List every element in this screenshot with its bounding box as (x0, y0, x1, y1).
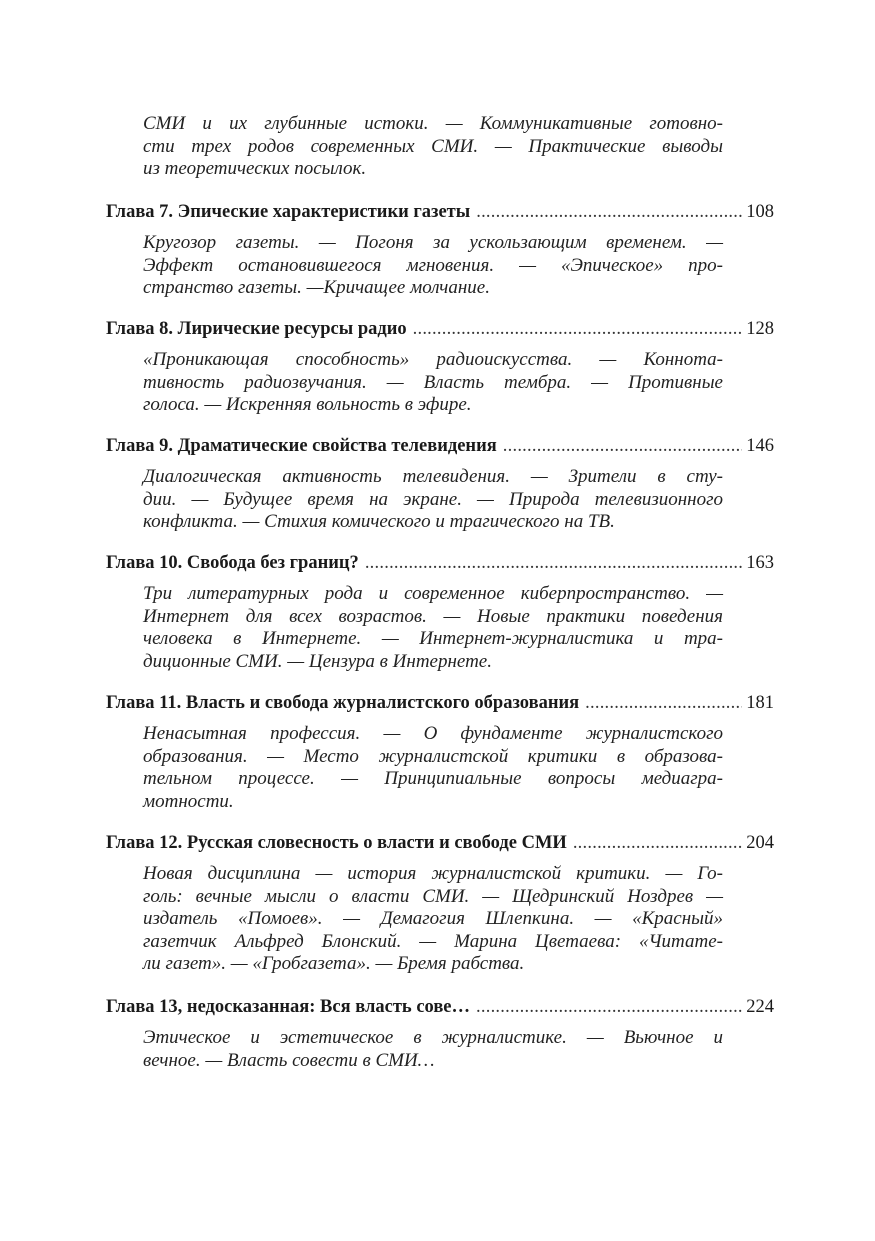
summary-line: голь: вечные мысли о власти СМИ. — Щедринский Ноздрев — (143, 885, 723, 907)
toc-entry-chapter-10 (106, 551, 774, 673)
dot-leader (573, 831, 742, 855)
summary-line: странство газеты. —Кричащее молчание. (143, 277, 490, 298)
chapter-title: Глава 13, недосказанная: Вся власть сове… (106, 997, 471, 1017)
page-number: 204 (746, 833, 774, 853)
summary-line: Новая дисциплина — история журналистской критики. — Го- (143, 863, 723, 884)
page-number: 181 (746, 693, 774, 713)
chapter-title: Глава 10. Свобода без границ? (106, 553, 359, 573)
toc-entry-chapter-7 (106, 200, 774, 300)
summary-line: «Проникающая способность» радиоискусства. — Коннота- (143, 349, 723, 370)
page-number: 146 (746, 436, 774, 456)
summary-line: образования. — Место журналистской критики в образова- (143, 745, 723, 767)
toc-entry-chapter-12 (106, 831, 774, 976)
summary-line: ли газет». — «Гробгазета». — Бремя рабства. (143, 953, 525, 974)
chapter-summary (143, 349, 723, 417)
summary-line: Этическое и эстетическое в журналистике. — Вьючное и (143, 1027, 723, 1048)
summary-line: Диалогическая активность телевидения. — Зрители в сту- (143, 466, 723, 487)
page-number: 224 (746, 997, 774, 1017)
chapter-heading[interactable] (106, 551, 774, 575)
summary-line: конфликта. — Стихия комического и трагического на ТВ. (143, 511, 615, 532)
chapter-title: Глава 7. Эпические характеристики газеты (106, 202, 471, 222)
toc-entry-chapter-13 (106, 995, 774, 1072)
page-number: 163 (746, 553, 774, 573)
summary-line: Три литературных рода и современное киберпространство. — (143, 583, 723, 604)
chapter-heading[interactable] (106, 995, 774, 1019)
dot-leader (365, 551, 742, 575)
toc-entry-chapter-11 (106, 691, 774, 813)
chapter-summary (143, 466, 723, 534)
page-number: 128 (746, 319, 774, 339)
page-number: 108 (746, 202, 774, 222)
summary-line: вечное. — Власть совести в СМИ… (143, 1049, 435, 1071)
chapter-heading[interactable] (106, 317, 774, 341)
chapter-summary (143, 723, 723, 813)
chapter-summary (143, 232, 723, 300)
dot-leader (476, 995, 742, 1019)
dot-leader (413, 317, 743, 341)
chapter-title: Глава 12. Русская словесность о власти и свободе СМИ (106, 833, 567, 853)
summary-line: Ненасытная профессия. — О фундаменте журналистского (143, 723, 723, 744)
summary-line: Интернет для всех возрастов. — Новые практики поведения (143, 605, 723, 627)
toc-entry-chapter-8 (106, 317, 774, 417)
chapter-heading[interactable] (106, 434, 774, 458)
summary-line: из теоретических посылок. (143, 158, 367, 179)
summary-line: издатель «Помоев». — Демагогия Шлепкина. — «Красный» (143, 908, 723, 929)
chapter-summary (143, 583, 723, 673)
continued-chapter-summary (143, 113, 723, 181)
chapter-title: Глава 8. Лирические ресурсы радио (106, 319, 407, 339)
chapter-title: Глава 9. Драматические свойства телевидения (106, 436, 497, 456)
summary-line: Эффект остановившегося мгновения. — «Эпическое» про- (143, 254, 723, 276)
summary-line: диционные СМИ. — Цензура в Интернете. (143, 650, 492, 672)
dot-leader (585, 691, 742, 715)
summary-line: газетчик Альфред Блонский. — Марина Цветаева: «Читате- (143, 930, 723, 952)
summary-line: тельном процессе. — Принципиальные вопросы медиагра- (143, 768, 723, 789)
summary-line: голоса. — Искренняя вольность в эфире. (143, 394, 472, 415)
summary-line: дии. — Будущее время на экране. — Природа телевизионного (143, 488, 723, 510)
chapter-summary (143, 863, 723, 976)
dot-leader (503, 434, 742, 458)
chapter-heading[interactable] (106, 831, 774, 855)
summary-line: мотности. (143, 790, 234, 812)
summary-line: тивность радиозвучания. — Власть тембра. — Противные (143, 371, 723, 393)
summary-line: человека в Интернете. — Интернет-журналистика и тра- (143, 628, 723, 649)
summary-line: сти трех родов современных СМИ. — Практические выводы (143, 135, 723, 157)
chapter-heading[interactable] (106, 200, 774, 224)
chapter-title: Глава 11. Власть и свобода журналистского образования (106, 693, 580, 713)
dot-leader (476, 200, 742, 224)
chapter-heading[interactable] (106, 691, 774, 715)
summary-line: СМИ и их глубинные истоки. — Коммуникативные готовно- (143, 113, 723, 134)
summary-line: Кругозор газеты. — Погоня за ускользающим временем. — (143, 232, 723, 253)
chapter-summary (143, 1027, 723, 1072)
toc-entry-chapter-9 (106, 434, 774, 534)
